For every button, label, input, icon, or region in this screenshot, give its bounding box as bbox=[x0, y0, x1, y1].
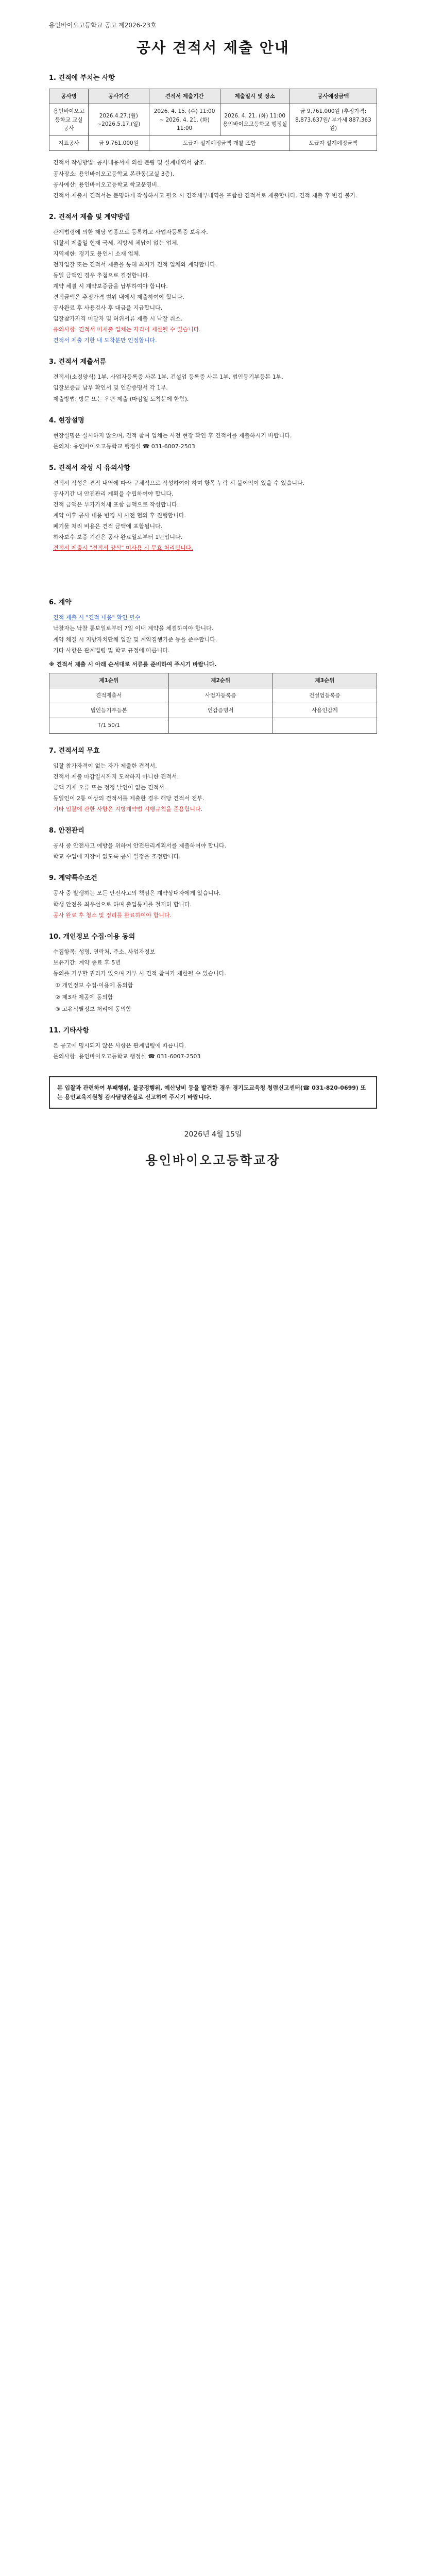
list-item: 입찰 참가자격이 없는 자가 제출한 견적서. bbox=[53, 762, 157, 769]
overview-table bbox=[49, 89, 377, 151]
list-item: 동일 금액인 경우 추첨으로 결정합니다. bbox=[53, 272, 150, 279]
list-item: 공사 중 안전사고 예방을 위하여 안전관리계획서를 제출하여야 합니다. bbox=[53, 842, 227, 850]
cell-note-2: 도급자 설계예정금액 bbox=[289, 136, 377, 151]
list-item: 견적금액은 추정가격 범위 내에서 제출하여야 합니다. bbox=[53, 294, 184, 301]
list-item: 공사장소: 용인바이오고등학교 본관동(교실 3층). bbox=[53, 170, 175, 177]
bid-header-row bbox=[49, 673, 377, 688]
list-item: 문의사항: 용인바이오고등학교 행정실 ☎ 031-6007-2503 bbox=[53, 1053, 201, 1060]
document bbox=[49, 21, 377, 1170]
table-cell: 사용인감계 bbox=[272, 703, 377, 718]
section-warranty-title: 5. 견적서 작성 시 유의사항 bbox=[49, 464, 130, 472]
list-item: 견적서(소정양식) 1부, 사업자등록증 사본 1부, 건설업 등록증 사본 1부, 법인등기부등본 1부. bbox=[53, 374, 283, 381]
list-item: 수집항목: 성명, 연락처, 주소, 사업자정보 bbox=[53, 948, 156, 955]
header-cell: 제2순위 bbox=[168, 673, 272, 688]
section-misc-title: 11. 기타사항 bbox=[49, 1027, 89, 1035]
section-overview-title: 1. 견적에 부치는 사항 bbox=[49, 74, 115, 82]
list-item: 제출방법: 방문 또는 우편 제출 (마감일 도착분에 한함). bbox=[53, 395, 189, 402]
table-row bbox=[49, 703, 377, 718]
warning-note: 기타 입찰에 관한 사항은 지방계약법 시행규칙을 준용합니다. bbox=[53, 806, 203, 813]
checklist-item: ③ 고유식별정보 처리에 동의함 bbox=[55, 1005, 131, 1012]
list-item: 동일인이 2통 이상의 견적서를 제출한 경우 해당 견적서 전부. bbox=[53, 795, 205, 802]
table-cell: 법인등기부등본 bbox=[49, 703, 169, 718]
list-item: 견적서 작성은 견적 내역에 따라 구체적으로 작성하여야 하며 항목 누락 시 불이익이 있을 수 있습니다. bbox=[53, 479, 305, 486]
checklist-item: ① 개인정보 수집·이용에 동의함 bbox=[55, 981, 133, 989]
header-cell: 공사명 bbox=[49, 89, 89, 104]
table-row bbox=[49, 688, 377, 703]
issuer-signature: 용인바이오고등학교장 bbox=[145, 1153, 281, 1168]
list-item: 본 공고에 명시되지 않은 사항은 관계법령에 따릅니다. bbox=[53, 1042, 186, 1049]
list-item: 견적서 제출 마감일시까지 도착하지 아니한 견적서. bbox=[53, 773, 179, 780]
cell-note: 도급자 설계예정금액 개찰 포함 bbox=[149, 136, 289, 151]
list-item: 공사 중 발생하는 모든 안전사고의 책임은 계약상대자에게 있습니다. bbox=[53, 890, 221, 897]
list-item: 문의처: 용인바이오고등학교 행정실 ☎ 031-6007-2503 bbox=[53, 443, 195, 450]
cell-budget: 금 9,761,000원 (추정가격: 8,873,637원/ 부가세 887,363원) bbox=[289, 104, 377, 136]
issue-date: 2026년 4월 15일 bbox=[184, 1130, 242, 1139]
list-item: 입찰보증금 납부 확인서 및 인감증명서 각 1부. bbox=[53, 384, 168, 392]
list-item: 견적 금액은 부가가치세 포함 금액으로 작성합니다. bbox=[53, 501, 179, 509]
list-item: 지역제한: 경기도 용인시 소재 업체. bbox=[53, 250, 141, 257]
list-item: 동의를 거부할 권리가 있으며 거부 시 견적 참여가 제한될 수 있습니다. bbox=[53, 970, 226, 977]
section-appendix-title: 9. 계약특수조건 bbox=[49, 874, 97, 883]
header-cell: 공사기간 bbox=[89, 89, 149, 104]
info-note: 견적 제출 시 "견적 내용" 확인 필수 bbox=[53, 614, 141, 621]
list-item: 견적서 제출시 견적서는 분명하게 작성하시고 필요 시 견적세부내역을 포함한 견적서로 제출합니다. 견적 제출 후 변경 불가. bbox=[53, 192, 357, 199]
list-item: 공사예산: 용인바이오고등학교 학교운영비. bbox=[53, 181, 159, 188]
table-cell bbox=[272, 718, 377, 733]
header-cell: 공사예정금액 bbox=[289, 89, 377, 104]
list-item: 공사기간 내 안전관리 계획을 수립하여야 합니다. bbox=[53, 490, 174, 497]
list-item: 입찰참가자격 미달자 및 허위서류 제출 시 낙찰 취소. bbox=[53, 315, 183, 323]
cell-name: 용인바이오고등학교 교실 공사 bbox=[49, 104, 89, 136]
list-item: 금액 기재 오류 또는 정정 날인이 없는 견적서. bbox=[53, 784, 166, 791]
table-cell: 사업자등록증 bbox=[168, 688, 272, 703]
overview-data-row-2 bbox=[49, 136, 377, 151]
notice-number: 용인바이오고등학교 공고 제2026-23호 bbox=[49, 22, 157, 29]
list-item: 계약 체결 시 지방자치단체 입찰 및 계약집행기준 등을 준수합니다. bbox=[53, 636, 217, 643]
list-item: 낙찰자는 낙찰 통보일로부터 7일 이내 계약을 체결하여야 합니다. bbox=[53, 625, 214, 632]
list-item: 관계법령에 의한 해당 업종으로 등록하고 사업자등록증 보유자. bbox=[53, 228, 208, 235]
table-cell: 견적제출서 bbox=[49, 688, 169, 703]
overview-data-row bbox=[49, 104, 377, 136]
list-item: 기타 사항은 관계법령 및 학교 규정에 따릅니다. bbox=[53, 647, 170, 654]
section-contract-title: 6. 계약 bbox=[49, 599, 72, 607]
list-item: 계약 이후 공사 내용 변경 시 사전 협의 후 진행합니다. bbox=[53, 512, 186, 519]
list-item: 학생 안전을 최우선으로 하며 출입통제를 철저히 합니다. bbox=[53, 901, 192, 908]
cell-amount: 금 9,761,000원 bbox=[89, 136, 149, 151]
list-item: 보유기간: 계약 종료 후 5년 bbox=[53, 959, 121, 966]
header-cell: 제1순위 bbox=[49, 673, 169, 688]
header-cell: 견적서 제출기간 bbox=[149, 89, 220, 104]
section-protest-title: 7. 견적서의 무효 bbox=[49, 747, 100, 755]
list-item: 계약 체결 시 계약보증금을 납부하여야 합니다. bbox=[53, 283, 168, 290]
warning-note: 공사 완료 후 청소 및 정리를 완료하여야 합니다. bbox=[53, 911, 172, 919]
table-cell: 건설업등록증 bbox=[272, 688, 377, 703]
list-item: 하자보수 보증 기간은 공사 완료일로부터 1년입니다. bbox=[53, 534, 183, 541]
list-item: 폐기물 처리 비용은 견적 금액에 포함됩니다. bbox=[53, 523, 163, 530]
section-privacy-title: 10. 개인정보 수집·이용 동의 bbox=[49, 933, 135, 941]
page-title: 공사 견적서 제출 안내 bbox=[137, 39, 289, 56]
table-cell bbox=[168, 718, 272, 733]
list-item: 공사완료 후 사용검사 후 대금을 지급합니다. bbox=[53, 304, 163, 312]
list-item: 전자입찰 또는 견적서 제출을 통해 최저가 견적 업체와 계약합니다. bbox=[53, 261, 217, 268]
table-row bbox=[49, 718, 377, 733]
cell-submit: 2026. 4. 15. (수) 11:00 ~ 2026. 4. 21. (화) 11:00 bbox=[149, 104, 220, 136]
info-note: 견적서 제출 기한 내 도착분만 인정합니다. bbox=[53, 337, 157, 344]
header-cell: 제3순위 bbox=[272, 673, 377, 688]
list-item: 입찰서 제출일 현재 국세, 지방세 체납이 없는 업체. bbox=[53, 239, 179, 246]
cell-period: 2026.4.27.(월) ~2026.5.17.(일) bbox=[89, 104, 149, 136]
header-cell: 제출일시 및 장소 bbox=[220, 89, 289, 104]
overview-header-row bbox=[49, 89, 377, 104]
bid-table-caption: ※ 견적서 제출 시 아래 순서대로 서류를 준비하여 주시기 바랍니다. bbox=[49, 660, 217, 668]
warning-note: 유의사항: 견적서 미제출 업체는 자격이 제한될 수 있습니다. bbox=[53, 326, 201, 333]
section-qualification-title: 2. 견적서 제출 및 계약방법 bbox=[49, 213, 130, 221]
section-inquiry-title: 4. 현장설명 bbox=[49, 416, 84, 425]
cell-place: 2026. 4. 21. (화) 11:00 용인바이오고등학교 행정실 bbox=[220, 104, 289, 136]
list-item: 현장설명은 실시하지 않으며, 견적 참여 업체는 사전 현장 확인 후 견적서를 제출하시기 바랍니다. bbox=[53, 432, 292, 439]
checklist-item: ② 제3자 제공에 동의함 bbox=[55, 993, 113, 1001]
section-submission-title: 3. 견적서 제출서류 bbox=[49, 358, 106, 366]
table-cell: T/1 50/1 bbox=[49, 718, 169, 733]
section-safety-title: 8. 안전관리 bbox=[49, 827, 84, 835]
list-item: 학교 수업에 지장이 없도록 공사 일정을 조정합니다. bbox=[53, 853, 181, 860]
table-cell: 인감증명서 bbox=[168, 703, 272, 718]
warning-note: 견적서 제출시 "견적서 양식" 미사용 시 무효 처리됩니다. bbox=[53, 545, 193, 552]
integrity-notice-box: 본 입찰과 관련하여 부패행위, 불공정행위, 예산낭비 등을 발견한 경우 경기도교육청 청렴신고센터(☎ 031-820-0699) 또는 용인교육지원청 감사담당관실로 신고하여 주시기 바랍니다. bbox=[49, 1076, 377, 1109]
bid-order-table bbox=[49, 673, 377, 734]
list-item: 견적서 작성방법: 공사내용서에 의한 분량 및 설계내역서 참조. bbox=[53, 159, 207, 166]
cell-label: 지표공사 bbox=[49, 136, 89, 151]
